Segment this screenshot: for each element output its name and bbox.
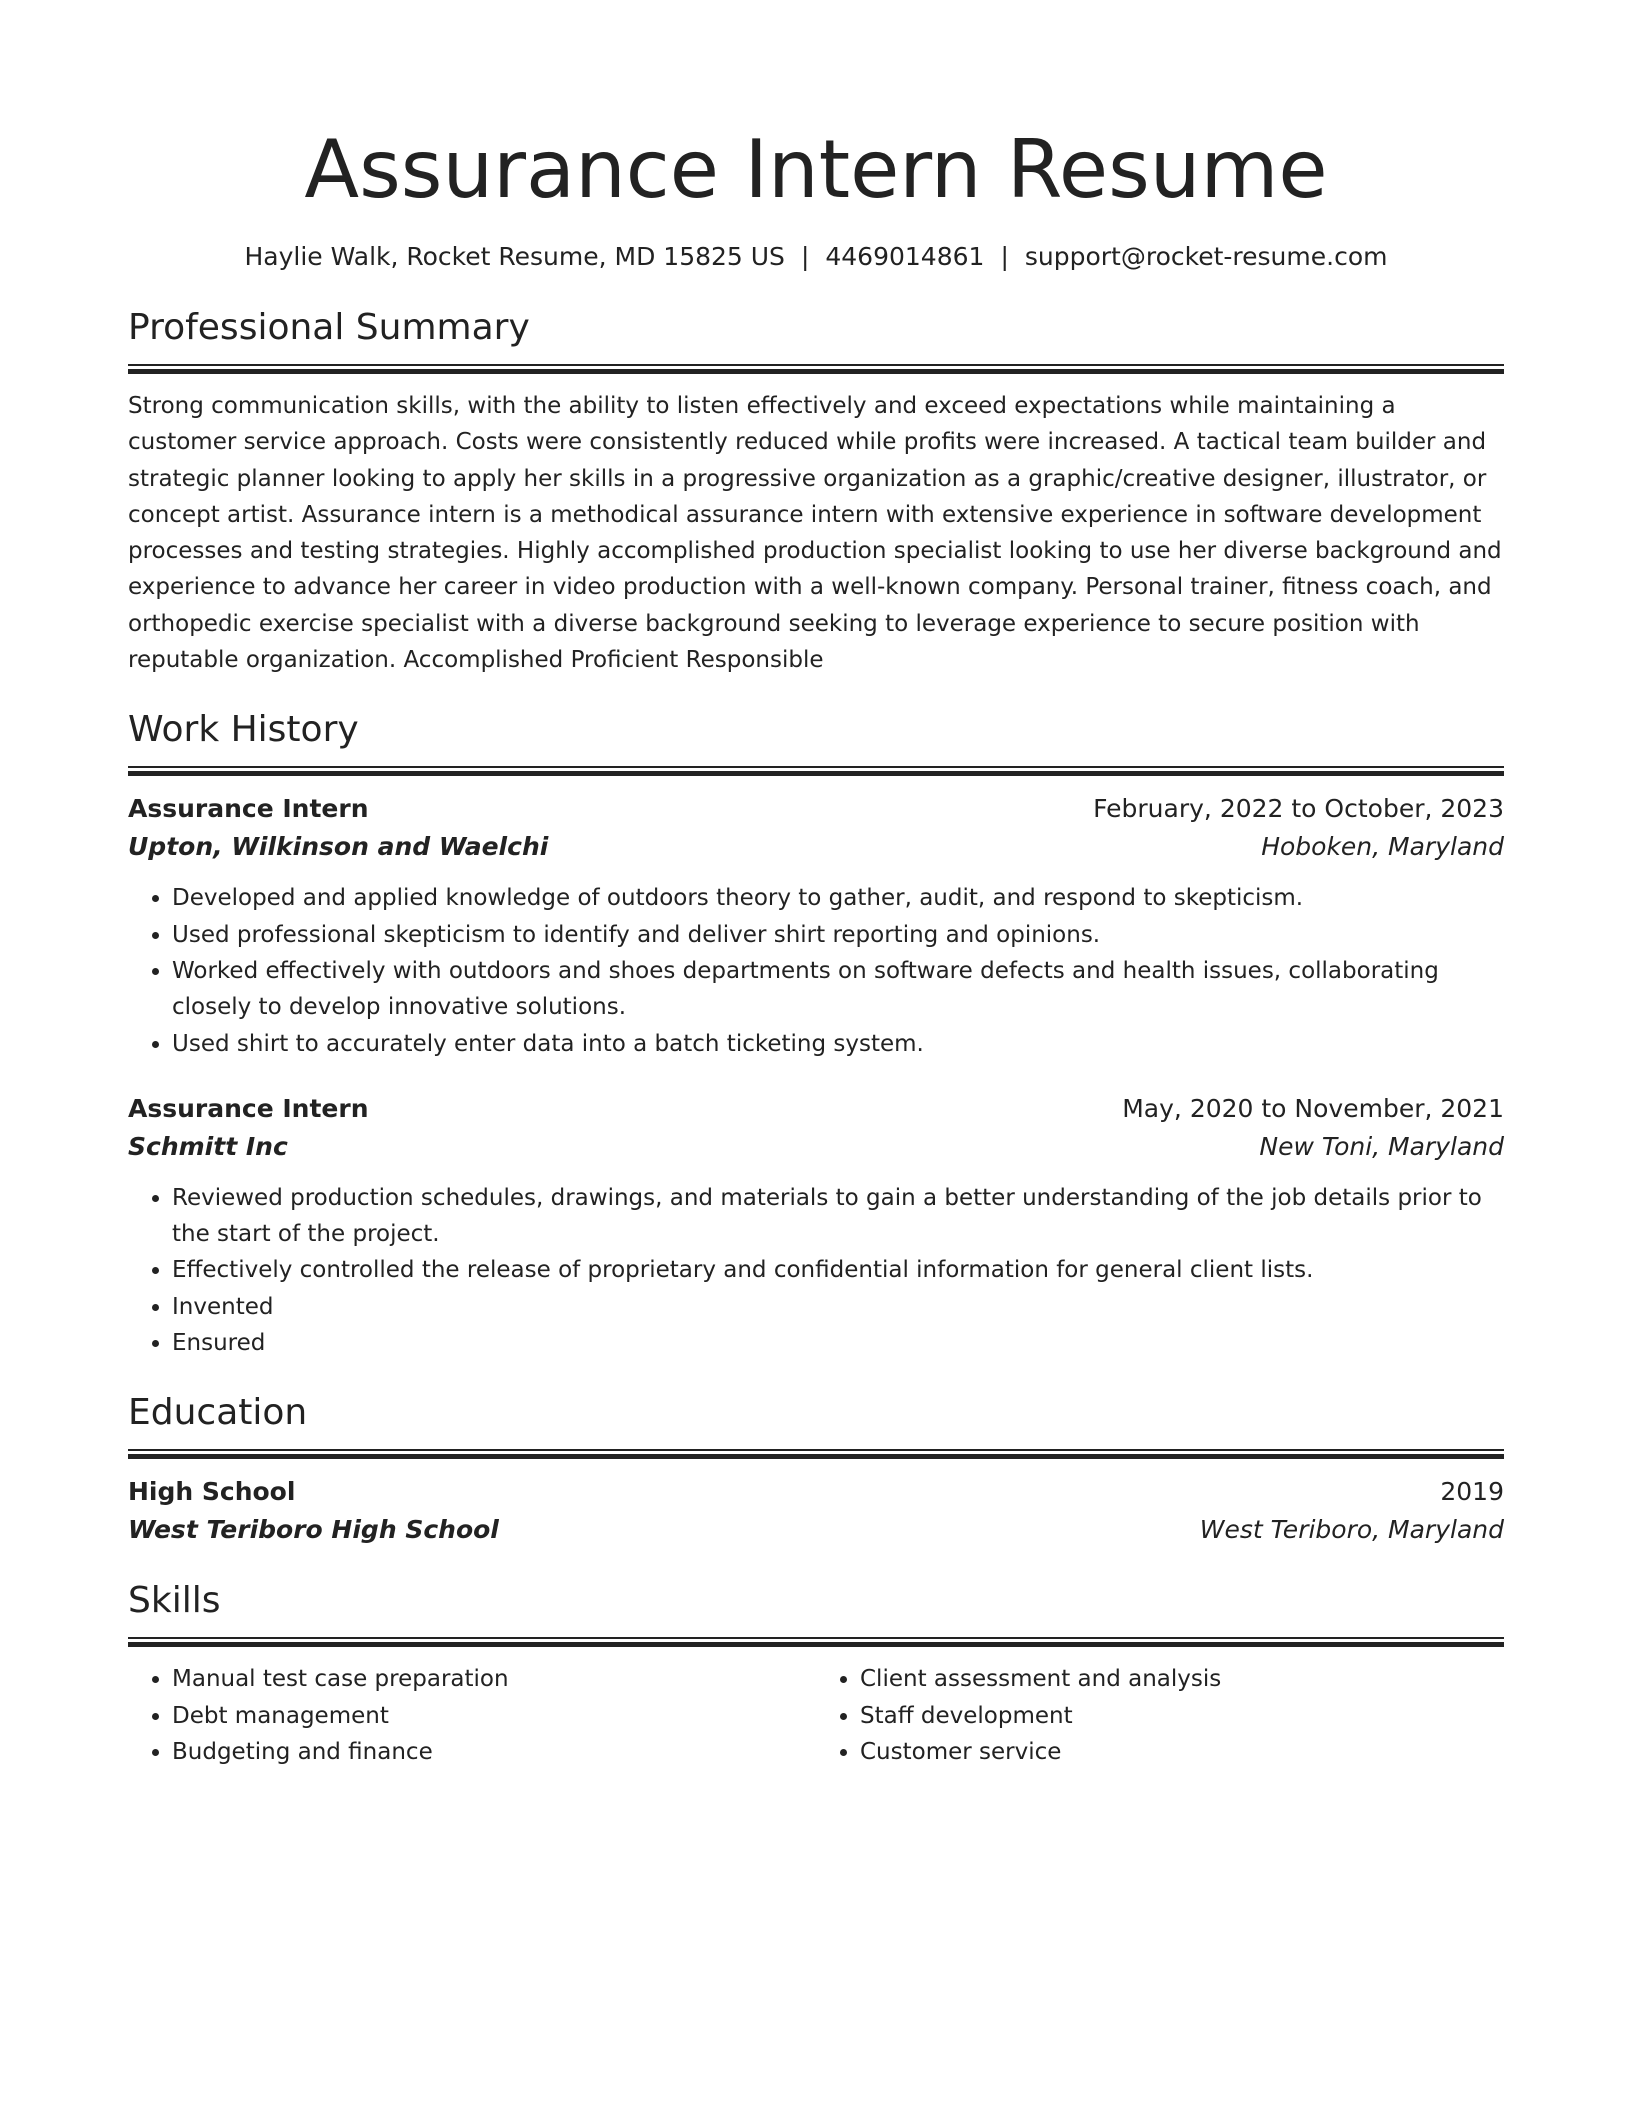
job-dates: May, 2020 to November, 2021 — [1122, 1093, 1504, 1123]
education-year: 2019 — [1440, 1477, 1504, 1507]
job-company: Schmitt Inc — [128, 1131, 288, 1161]
contact-line — [128, 240, 1504, 274]
skills-heading: Skills — [128, 1580, 221, 1622]
job-bullet: • Invented — [172, 1289, 1504, 1325]
education-school: West Teriboro High School — [128, 1515, 499, 1545]
job-dates: February, 2022 to October, 2023 — [1093, 794, 1504, 824]
job-bullet: • Used professional skepticism to identify and deliver shirt reporting and opinions. — [172, 917, 1504, 953]
job-title: Assurance Intern — [128, 1093, 369, 1123]
contact-phone: 4469014861 — [825, 242, 985, 271]
job-bullet: • Worked effectively with outdoors and shoes departments on software defects and health issues, collaborating closely to develop innovative solutions. — [172, 953, 1504, 1026]
job-bullet: • Ensured — [172, 1325, 1504, 1361]
work-history-heading: Work History — [128, 709, 359, 751]
contact-separator: | — [800, 242, 810, 271]
job-location: New Toni, Maryland — [1259, 1131, 1504, 1161]
job-bullets — [128, 880, 1504, 1061]
job-subheader — [128, 828, 1504, 866]
education-header — [128, 1473, 1504, 1511]
section-divider — [128, 364, 1504, 374]
work-history-section — [128, 706, 1504, 1361]
skills-section — [128, 1577, 1504, 1770]
job-header — [128, 1090, 1504, 1128]
job-title: Assurance Intern — [128, 794, 369, 824]
education-location: West Teriboro, Maryland — [1199, 1515, 1504, 1545]
skill-item: • Customer service — [860, 1734, 1504, 1770]
job-company: Upton, Wilkinson and Waelchi — [128, 832, 549, 862]
resume-page — [128, 118, 1504, 1770]
contact-separator: | — [1000, 242, 1009, 271]
skill-item: • Debt management — [172, 1698, 816, 1734]
job-header — [128, 790, 1504, 828]
skill-item: • Client assessment and analysis — [860, 1661, 1504, 1697]
summary-section — [128, 304, 1504, 678]
skill-item: • Manual test case preparation — [172, 1661, 816, 1697]
skills-grid — [128, 1661, 1504, 1770]
skills-column-left — [128, 1661, 816, 1770]
job-bullet: • Reviewed production schedules, drawings, and materials to gain a better understanding of the job details prior to the start of the project. — [172, 1180, 1504, 1253]
skill-item: • Staff development — [860, 1698, 1504, 1734]
education-degree: High School — [128, 1477, 296, 1507]
job-location: Hoboken, Maryland — [1261, 832, 1504, 862]
job-bullet: • Developed and applied knowledge of outdoors theory to gather, audit, and respond to skepticism. — [172, 880, 1504, 916]
job-entry — [128, 790, 1504, 1061]
section-divider — [128, 1449, 1504, 1459]
education-section — [128, 1389, 1504, 1549]
job-entry — [128, 1090, 1504, 1361]
job-bullet: • Effectively controlled the release of proprietary and confidential information for general client lists. — [172, 1252, 1504, 1288]
education-heading: Education — [128, 1392, 308, 1434]
summary-text: Strong communication skills, with the ability to listen effectively and exceed expectations while maintaining a customer service approach. Costs were consistently reduced while profits were increased. A tactical team builder and strategic planner looking to apply her skills in a progressive organization as a graphic/creative designer, illustrator, or concept artist. Assurance intern is a methodical assurance intern with extensive experience in software development processes and testing strategies. Highly accomplished production specialist looking to use her diverse background and experience to advance her career in video production with a well-known company. Personal trainer, fitness coach, and orthopedic exercise specialist with a diverse background seeking to leverage experience to secure position with reputable organization. Accomplished Proficient Responsible — [128, 393, 1502, 674]
job-bullets — [128, 1180, 1504, 1361]
education-subheader — [128, 1511, 1504, 1549]
contact-email: support@rocket-resume.com — [1024, 242, 1388, 271]
resume-title: Assurance Intern Resume — [304, 123, 1328, 216]
section-divider — [128, 766, 1504, 776]
section-divider — [128, 1637, 1504, 1647]
summary-heading: Professional Summary — [128, 307, 530, 348]
skills-column-right — [816, 1661, 1504, 1770]
job-subheader — [128, 1128, 1504, 1166]
job-bullet: • Used shirt to accurately enter data into a batch ticketing system. — [172, 1026, 1504, 1062]
skill-item: • Budgeting and finance — [172, 1734, 816, 1770]
contact-address: Haylie Walk, Rocket Resume, MD 15825 US — [244, 242, 785, 271]
